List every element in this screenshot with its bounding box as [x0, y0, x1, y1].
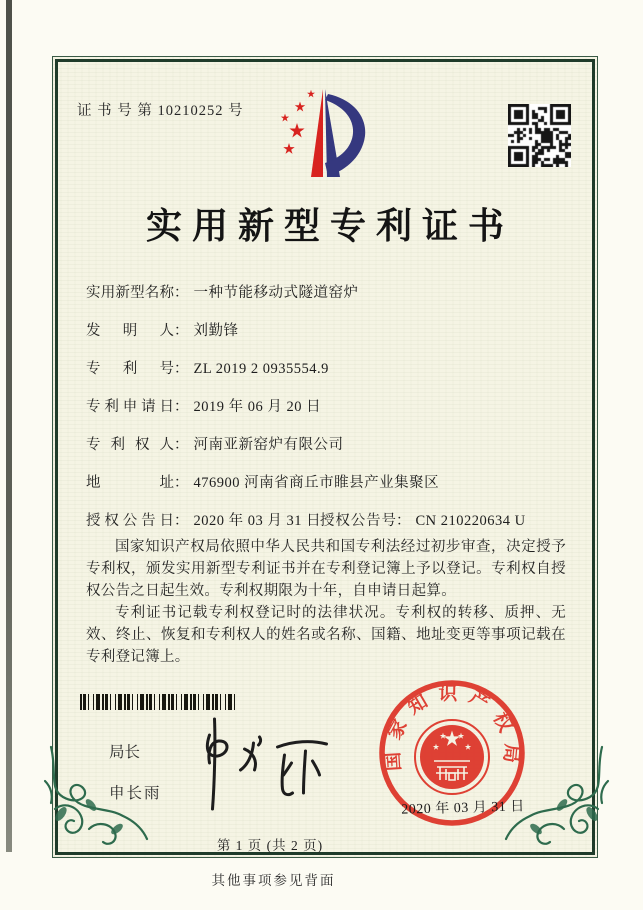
field-label: 地址: [86, 475, 174, 491]
certificate-title: 实用新型专利证书: [145, 206, 514, 246]
seal-date: 2020 年 03 月 31 日: [401, 799, 525, 818]
field-value: 2020 年 03 月 31 日: [193, 513, 322, 529]
field-label: 授权公告号: [320, 513, 396, 529]
field-label: 专利号: [86, 361, 174, 377]
field-value: CN 210220634 U: [415, 513, 526, 529]
field-value: 2019 年 06 月 20 日: [193, 399, 322, 415]
field-row-name: 实用新型名称： 一种节能移动式隧道窑炉: [86, 285, 359, 301]
field-value: 河南亚新窑炉有限公司: [193, 437, 344, 453]
body-paragraph-2: 专利证书记载专利权登记时的法律状况。专利权的转移、质押、无效、终止、恢复和专利权人的姓名或名称、国籍、地址变更等事项记载在专利登记簿上。: [86, 605, 566, 665]
field-row-patent-number: 专利号： ZL 2019 2 0935554.9: [86, 361, 329, 377]
grant-number-pair: 授权公告号： CN 210220634 U: [320, 513, 526, 529]
page-number: 第 1 页 (共 2 页): [216, 838, 324, 853]
qr-canvas: [508, 104, 571, 167]
director-title: 局长: [109, 744, 141, 761]
field-value: 刘勤锋: [193, 323, 239, 339]
scan-edge-shadow: [6, 0, 12, 852]
certificate-border-frame: [52, 56, 598, 858]
barcode: [80, 694, 235, 710]
field-label: 专利权人: [86, 437, 174, 453]
field-value: 一种节能移动式隧道窑炉: [193, 285, 359, 301]
qr-code: [508, 104, 571, 167]
legal-text: [86, 536, 566, 668]
field-row-filing-date: 专利申请日： 2019 年 06 月 20 日: [86, 399, 322, 415]
certificate-fields: [86, 284, 569, 544]
field-row-address: 地址： 476900 河南省商丘市睢县产业集聚区: [86, 475, 440, 491]
field-label: 发明人: [86, 323, 174, 339]
field-row-grant: 授权公告日： 2020 年 03 月 31 日 授权公告号： CN 210220634 U: [86, 513, 526, 529]
field-label: 实用新型名称: [86, 285, 174, 301]
seal-ring-text: 国家知识产权局: [382, 683, 523, 774]
director-name: 申长雨: [109, 785, 162, 802]
field-row-inventor: 发明人： 刘勤锋: [86, 323, 239, 339]
field-label: 授权公告日: [86, 513, 174, 529]
field-label: 专利申请日: [86, 399, 174, 415]
director-signature: [179, 713, 344, 818]
field-value: ZL 2019 2 0935554.9: [193, 361, 329, 377]
field-value: 476900 河南省商丘市睢县产业集聚区: [193, 475, 440, 491]
field-row-patentee: 专利权人： 河南亚新窑炉有限公司: [86, 437, 344, 453]
cnipa-patent-logo-icon: [273, 85, 373, 185]
back-note: 其他事项参见背面: [211, 873, 336, 888]
certificate-number: 证 书 号 第 10210252 号: [77, 103, 244, 119]
body-paragraph-1: 国家知识产权局依照中华人民共和国专利法经过初步审查，决定授予专利权，颁发实用新型专利证书并在专利登记簿上予以登记。专利权自授权公告之日起生效。专利权期限为十年，自申请日起算。: [86, 539, 566, 599]
corner-ornament-right: [499, 741, 614, 856]
corner-ornament-left: [39, 741, 154, 856]
